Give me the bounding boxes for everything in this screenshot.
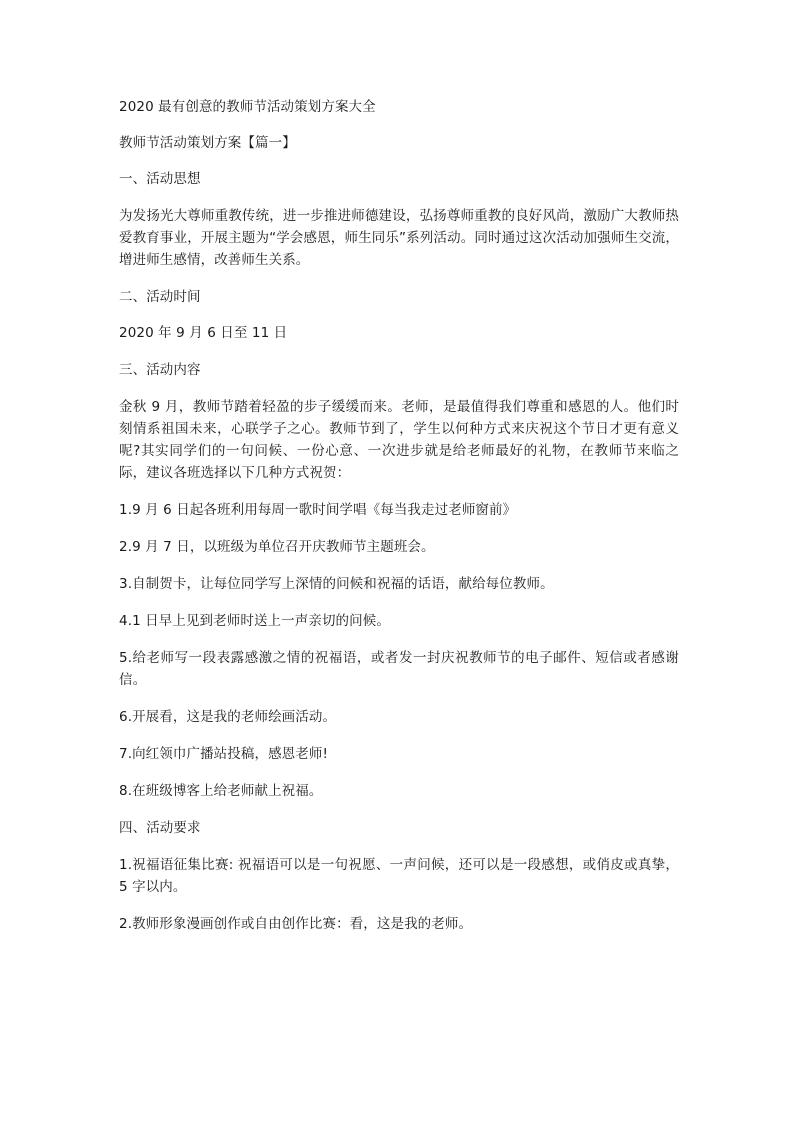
section-intro-content: 金秋 9 月，教师节踏着轻盈的步子缓缓而来。老师，是最值得我们尊重和感恩的人。他们时刻情系祖国未来，心联学子之心。教师节到了，学生以何种方式来庆祝这个节日才更有意义呢?其实同学们的一句问候、一份心意、一次进步就是给老师最好的礼物，在教师节来临之际，建议各班选择以下几种方式祝贺： bbox=[119, 399, 679, 481]
section-heading-content: 三、活动内容 bbox=[119, 362, 201, 378]
list-item: 1.9 月 6 日起各班利用每周一歌时间学唱《每当我走过老师窗前》 bbox=[119, 502, 517, 518]
list-item: 1.祝福语征集比赛: 祝福语可以是一句祝愿、一声问候，还可以是一段感想，或俏皮或真挚，5 字以内。 bbox=[119, 857, 679, 895]
list-item: 4.1 日早上见到老师时送上一声亲切的问候。 bbox=[119, 613, 390, 629]
list-item: 7.向红领巾广播站投稿，感恩老师! bbox=[119, 746, 328, 762]
section-heading-requirements: 四、活动要求 bbox=[119, 820, 201, 836]
document-title: 2020 最有创意的教师节活动策划方案大全 bbox=[119, 99, 376, 115]
document-subtitle: 教师节活动策划方案【篇一】 bbox=[119, 135, 296, 151]
section-heading-time: 二、活动时间 bbox=[119, 289, 201, 305]
list-item: 5.给老师写一段表露感激之情的祝福语，或者发一封庆祝教师节的电子邮件、短信或者感谢信。 bbox=[119, 650, 679, 688]
document-content bbox=[119, 96, 679, 935]
list-item: 8.在班级博客上给老师献上祝福。 bbox=[119, 783, 323, 799]
list-item: 2.教师形象漫画创作或自由创作比赛：看，这是我的老师。 bbox=[119, 916, 473, 932]
section-body-thought: 为发扬光大尊师重教传统，进一步推进师德建设，弘扬尊师重教的良好风尚，激励广大教师热爱教育事业，开展主题为“学会感恩，师生同乐”系列活动。同时通过这次活动加强师生交流，增进师生感情，改善师生关系。 bbox=[119, 208, 679, 268]
list-item: 6.开展看，这是我的老师绘画活动。 bbox=[119, 709, 337, 725]
list-item: 3.自制贺卡，让每位同学写上深情的问候和祝福的话语，献给每位教师。 bbox=[119, 576, 554, 592]
section-body-time: 2020 年 9 月 6 日至 11 日 bbox=[119, 325, 288, 341]
section-heading-thought: 一、活动思想 bbox=[119, 171, 201, 187]
list-item: 2.9 月 7 日，以班级为单位召开庆教师节主题班会。 bbox=[119, 539, 435, 555]
